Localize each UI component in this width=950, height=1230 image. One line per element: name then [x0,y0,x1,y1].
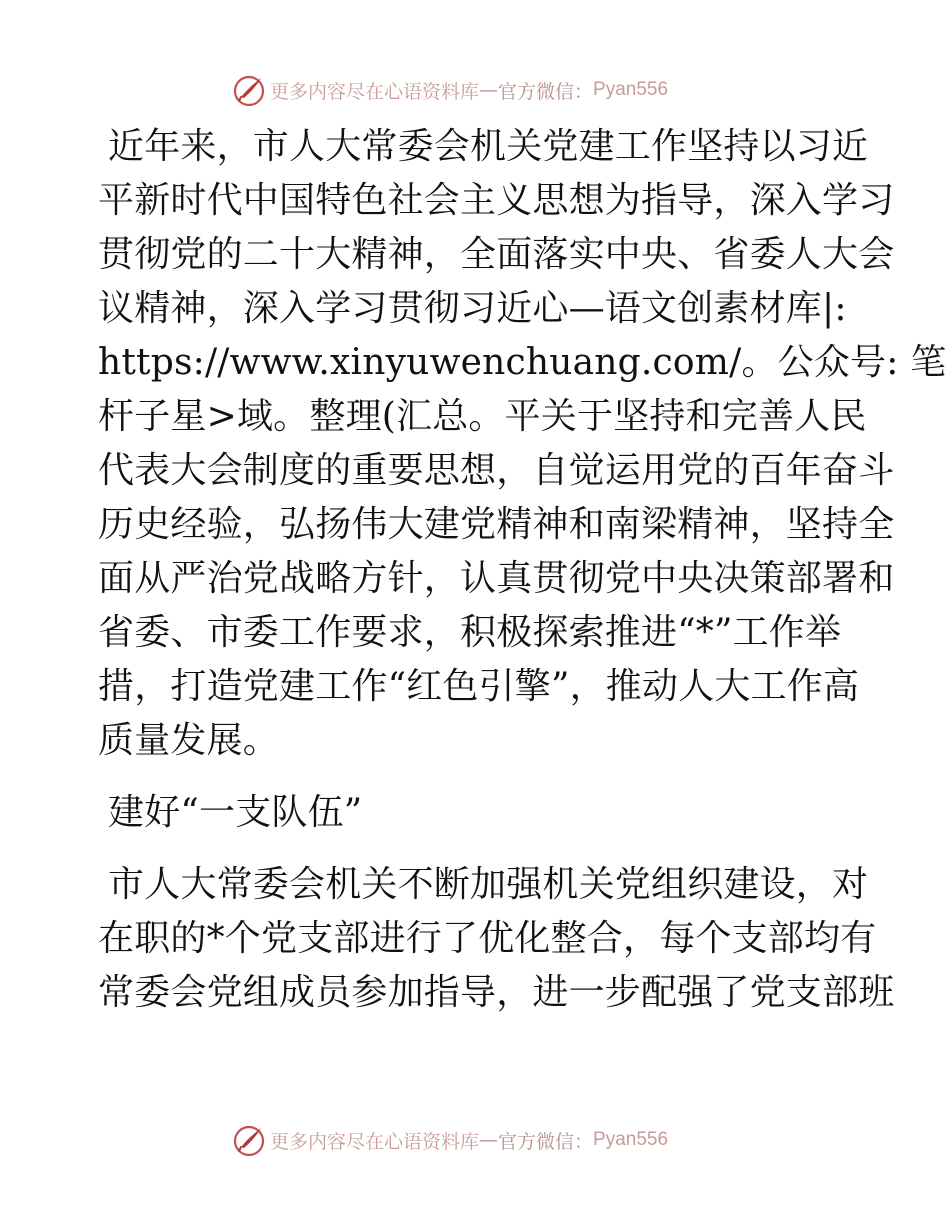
section-heading [98,786,858,840]
text-line: 措，打造党建工作“红色引擎”，推动人大工作高 [98,666,860,707]
text-line: 省委、市委工作要求，积极探索推进“*”工作举 [98,612,842,653]
quill-logo-icon [232,1123,266,1157]
text-line: 代表大会制度的重要思想，自觉运用党的百年奋斗 [98,450,895,491]
watermark-label: 官方微信： [498,80,594,103]
watermark-label: 官方微信： [498,1130,594,1153]
text-line: 历史经验，弘扬伟大建党精神和南梁精神，坚持全 [98,504,895,545]
header-watermark [232,72,668,108]
watermark-wechat-id: Pyan556 [593,1129,669,1150]
text-line: 在职的*个党支部进行了优化整合，每个支部均有 [98,918,877,959]
text-line: 杆子星>域。整理(汇总。平关于坚持和完善人民 [98,396,867,437]
text-line: 平新时代中国特色社会主义思想为指导，深入学习 [98,180,895,221]
text-line: 议精神，深入学习贯彻习近心—语文创素材库|: [98,288,847,329]
watermark-wechat-id: Pyan556 [593,79,669,100]
quill-logo-icon [232,73,266,107]
heading-text: 建好“一支队伍” [108,792,363,833]
text-line: https://www.xinyuwenchuang.com/。公众号: 笔 [98,342,947,383]
paragraph-intro [98,120,947,768]
text-line: 市人大常委会机关不断加强机关党组织建设，对 [108,864,869,905]
text-line: 近年来，市人大常委会机关党建工作坚持以习近 [108,126,869,167]
text-line: 面从严治党战略方针，认真贯彻党中央决策部署和 [98,558,895,599]
watermark-text: 更多内容尽在心语资料库 [270,80,480,103]
document-body [98,120,947,1020]
watermark-text: 更多内容尽在心语资料库 [270,1130,480,1153]
footer-watermark [232,1122,668,1158]
watermark-separator: — [479,1129,499,1151]
watermark-separator: — [479,79,499,101]
text-line: 贯彻党的二十大精神，全面落实中央、省委人大会 [98,234,895,275]
paragraph-team [98,858,895,1020]
text-line: 常委会党组成员参加指导，进一步配强了党支部班 [98,972,895,1013]
text-line: 质量发展。 [98,720,280,761]
